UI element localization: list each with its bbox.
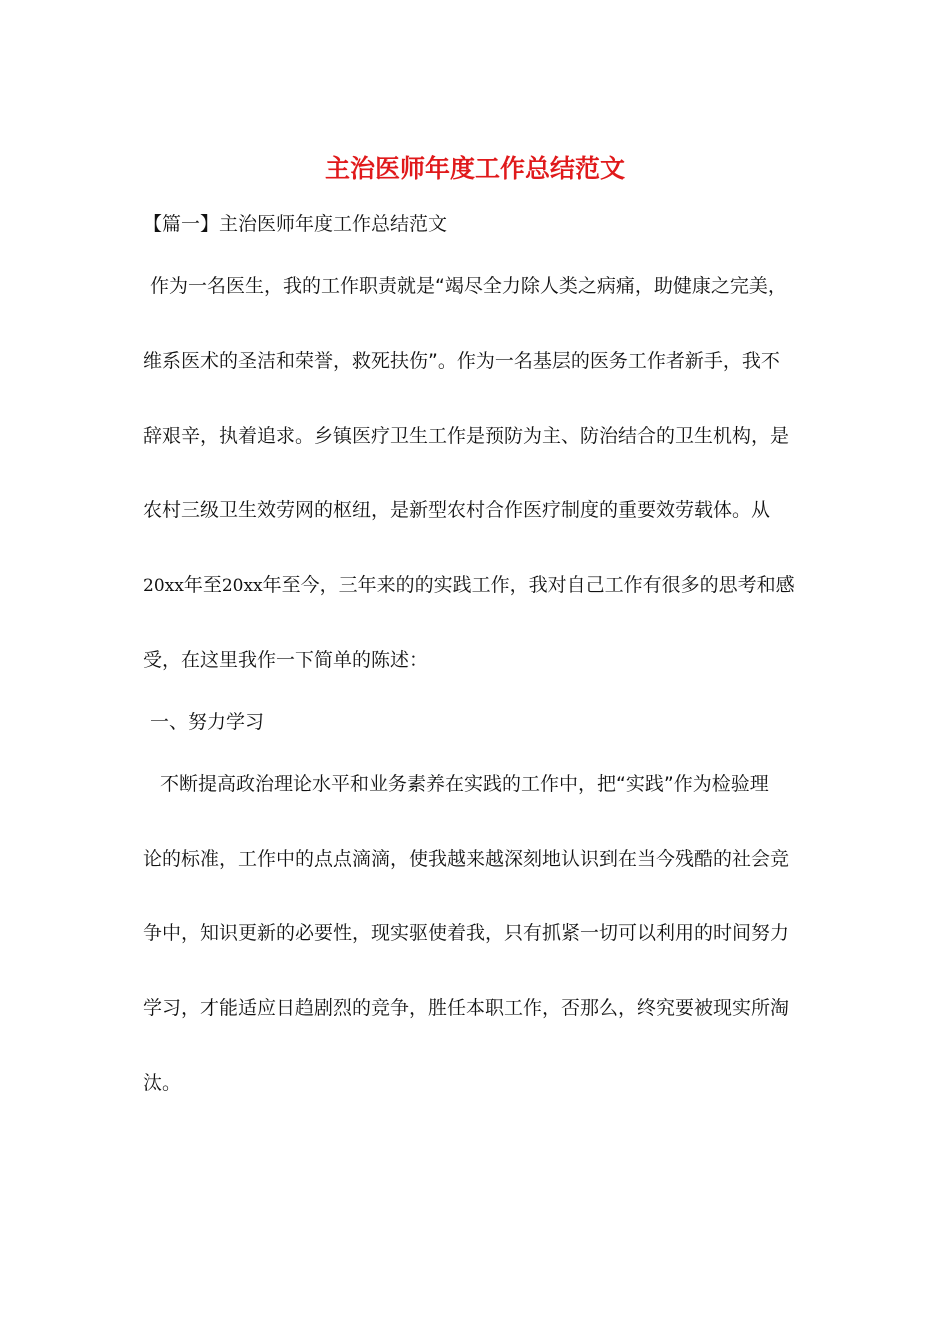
paragraph-line-years [143, 572, 795, 599]
paragraph-line: 论的标准，工作中的点点滴滴，使我越来越深刻地认识到在当今残酷的社会竞 [143, 848, 790, 870]
paragraph-line: 农村三级卫生效劳网的枢纽，是新型农村合作医疗制度的重要效劳载体。从 [143, 499, 771, 521]
paragraph-line: 汰。 [143, 1072, 182, 1094]
paragraph-line: 辞艰辛，执着追求。乡镇医疗卫生工作是预防为主、防治结合的卫生机构，是 [143, 425, 790, 447]
subheading: 一、努力学习 [150, 711, 265, 733]
paragraph-line: 作为一名医生，我的工作职责就是“竭尽全力除人类之病痛，助健康之完美， [150, 275, 787, 297]
year-connector: 年至 [183, 574, 222, 596]
year-end: 20xx [221, 576, 263, 596]
year-start: 20xx [143, 576, 184, 596]
paragraph-line: 学习，才能适应日趋剧烈的竞争，胜任本职工作，否那么，终究要被现实所淘 [143, 997, 790, 1019]
paragraph-line: 受，在这里我作一下简单的陈述： [143, 649, 429, 671]
document-title: 主治医师年度工作总结范文 [324, 154, 625, 183]
paragraph-line: 维系医术的圣洁和荣誉，救死扶伤”。作为一名基层的医务工作者新手，我不 [143, 350, 780, 372]
section-heading: 【篇一】主治医师年度工作总结范文 [143, 213, 448, 235]
paragraph-line: 争中，知识更新的必要性，现实驱使着我，只有抓紧一切可以利用的时间努力 [143, 922, 790, 944]
paragraph-line: 不断提高政治理论水平和业务素养在实践的工作中，把“实践”作为检验理 [160, 773, 769, 795]
paragraph-line-rest: 年至今，三年来的的实践工作，我对自己工作有很多的思考和感 [262, 574, 795, 596]
